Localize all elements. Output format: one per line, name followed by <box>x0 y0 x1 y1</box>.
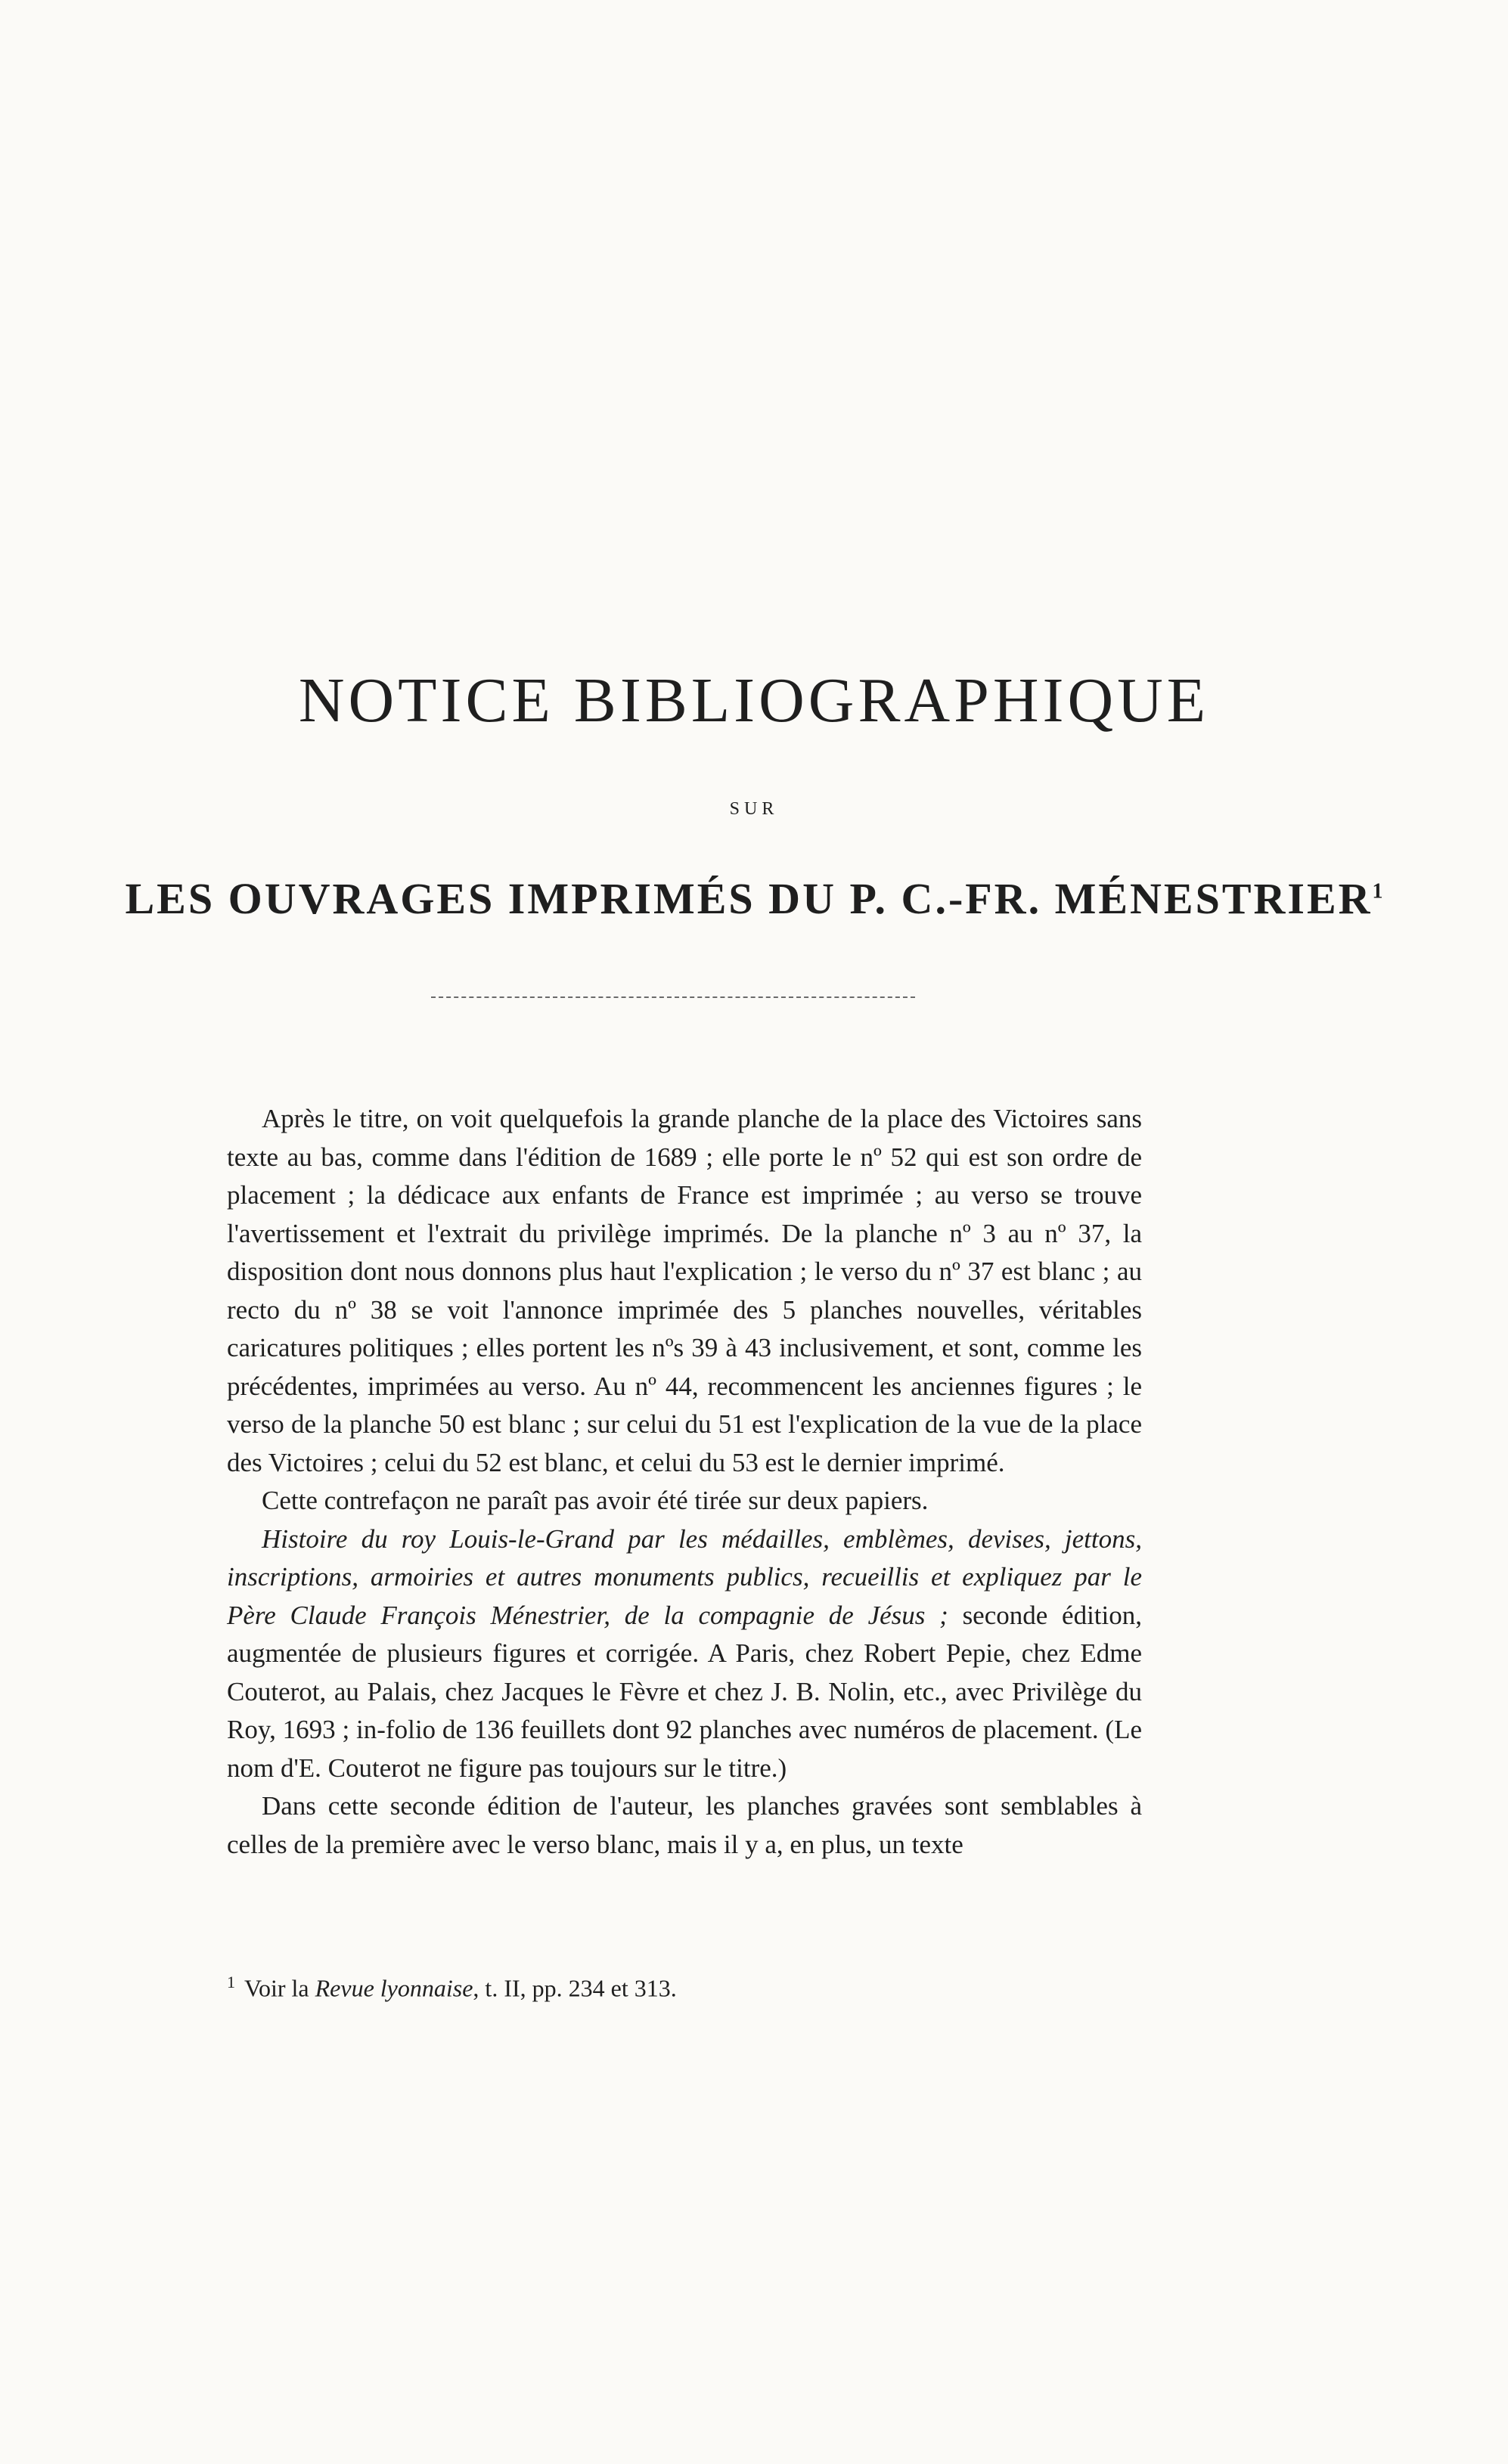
footnote-text-after: , t. II, pp. 234 et 313. <box>473 1974 677 2002</box>
subtitle-text: LES OUVRAGES IMPRIMÉS DU P. C.-FR. MÉNESTRIER <box>125 874 1373 923</box>
page-title: NOTICE BIBLIOGRAPHIQUE <box>298 665 1210 736</box>
footnote-text-before: Voir la <box>244 1974 315 2002</box>
footnote-journal-title: Revue lyonnaise <box>315 1974 473 2002</box>
paragraph-1: Après le titre, on voit quelquefois la grande planche de la place des Victoires sans texte au bas, comme dans l'édition de 1689 ; elle porte le nº 52 qui est son ordre de placement ; la dédicace aux enfants de France est imprimée ; au verso se trouve l'avertissement et l'extrait du privilège imprimés. De la planche nº 3 au nº 37, la disposition dont nous donnons plus haut l'explication ; le verso du nº 37 est blanc ; au recto du nº 38 se voit l'annonce imprimée des 5 planches nouvelles, véritables caricatures politiques ; elles portent les nºs 39 à 43 inclusivement, et sont, comme les précédentes, imprimées au verso. Au nº 44, recommencent les anciennes figures ; le verso de la planche 50 est blanc ; sur celui du 51 est l'explication de la vue de la place des Victoires ; celui du 52 est blanc, et celui du 53 est le dernier imprimé. <box>227 1104 1142 1477</box>
title-connector: SUR <box>729 799 779 819</box>
footnote-mark: 1 <box>227 1973 235 1991</box>
paragraph-3 <box>227 1520 1142 1788</box>
footnote <box>227 1966 1142 2005</box>
footnote-reference: 1 <box>1372 879 1383 903</box>
paragraph-2: Cette contrefaçon ne paraît pas avoir été tirée sur deux papiers. <box>262 1486 929 1515</box>
paragraph-3-rest: seconde édition, augmentée de plusieurs figures et corrigée. A Paris, chez Robert Pepie, chez Edme Couterot, au Palais, chez Jacques le Fèvre et chez J. B. Nolin, etc., avec Privilège du Roy, 1693 ; in-folio de 136 feuillets dont 92 planches avec numéros de placement. (Le nom d'E. Couterot ne figure pas toujours sur le titre.) <box>227 1600 1142 1783</box>
paragraph-4: Dans cette seconde édition de l'auteur, les planches gravées sont semblables à celles de la première avec le verso blanc, mais il y a, en plus, un texte <box>227 1791 1142 1859</box>
book-title-italic: Histoire du roy Louis-le-Grand par les médailles, emblèmes, devises, jettons, inscriptions, armoiries et autres monuments publics, recueillis et expliquez par le Père Claude François Ménestrier, de la compagnie de Jésus ; <box>227 1523 1142 1630</box>
separator-rule <box>431 996 915 998</box>
body-text <box>227 1100 1142 1864</box>
page-subtitle <box>0 874 1508 923</box>
